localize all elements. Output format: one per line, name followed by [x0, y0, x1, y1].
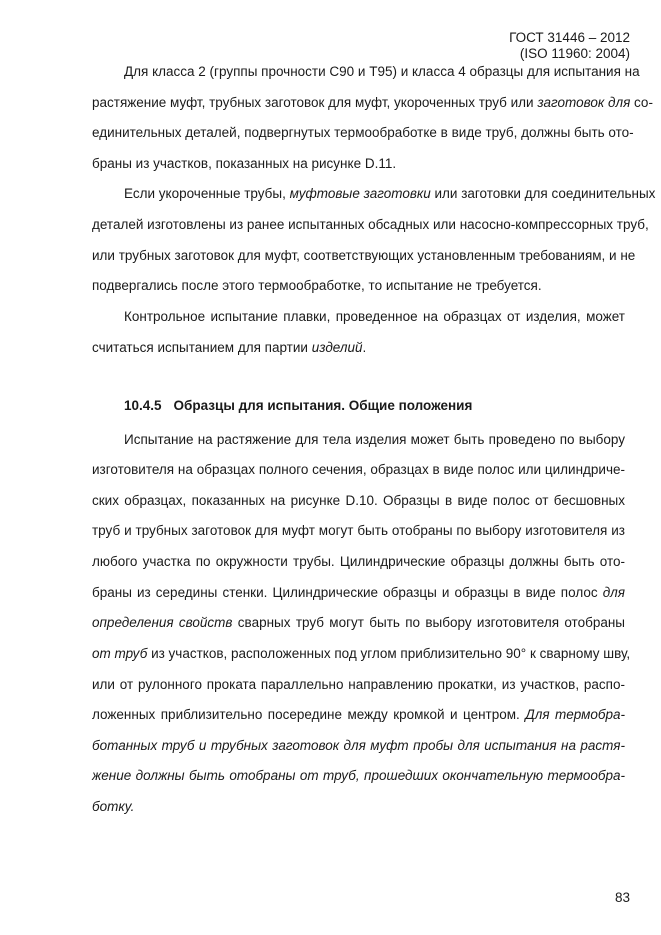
- p4-line-1: Испытание на растяжение для тела изделия может быть проведено по выбору: [124, 432, 625, 447]
- p2-line-4: подвергались после этого термообработке, то испытание не требуется.: [92, 278, 542, 293]
- p2-line-3: или трубных заготовок для муфт, соответствующих установленным требованиям, и не: [92, 248, 636, 263]
- document-header: [509, 30, 630, 62]
- italic-text: определения свойств: [92, 615, 233, 630]
- text: из участков, расположенных под углом приблизительно 90° к сварному шву,: [147, 646, 631, 661]
- p4-line-11: ботанных труб и трубных заготовок для муфт пробы для испытания на растя-: [92, 738, 625, 753]
- p1-line-3: единительных деталей, подвергнутых термообработке в виде труб, должны быть ото-: [92, 125, 634, 140]
- p2-line-1: [124, 186, 656, 202]
- p1-line-1: Для класса 2 (группы прочности С90 и Т95) и класса 4 образцы для испытания на: [124, 64, 640, 79]
- italic-text: для: [602, 585, 625, 600]
- text: .: [362, 340, 367, 355]
- italic-text: Для термобра-: [525, 707, 625, 722]
- section-heading: [124, 398, 472, 414]
- p4-line-13: ботку.: [92, 799, 135, 814]
- page-number: 83: [614, 890, 630, 905]
- text: браны из середины стенки. Цилиндрические образцы и образцы в виде полос: [92, 585, 603, 600]
- italic-text: от труб: [92, 646, 148, 661]
- p4-line-9: или от рулонного проката параллельно направлению прокатки, из участков, распо-: [92, 677, 625, 692]
- p4-line-5: любого участка по окружности трубы. Цилиндрические образцы должны быть ото-: [92, 554, 625, 569]
- text: или заготовки для соединительных: [430, 186, 656, 201]
- p4-line-3: ских образцах, показанных на рисунке D.10. Образцы в виде полос от бесшовных: [92, 493, 625, 508]
- text: сварных труб могут быть по выбору изготовителя отобраны: [232, 615, 625, 630]
- text: со-: [630, 95, 653, 110]
- standard-code: ГОСТ 31446 – 2012: [509, 30, 630, 45]
- p3-line-1: Контрольное испытание плавки, проведенное на образцах от изделия, может: [124, 309, 625, 324]
- section-number: 10.4.5: [124, 398, 162, 413]
- p3-line-2: [92, 340, 625, 356]
- section-title: Образцы для испытания. Общие положения: [173, 398, 473, 413]
- text: растяжение муфт, трубных заготовок для муфт, укороченных труб или: [92, 95, 538, 110]
- p4-line-6: [92, 585, 625, 601]
- text: ложенных приблизительно посередине между кромкой и центром.: [92, 707, 526, 722]
- p4-line-7: [92, 615, 625, 631]
- p1-line-4: браны из участков, показанных на рисунке D.11.: [92, 156, 397, 171]
- p1-line-2: [92, 95, 653, 111]
- p4-line-12: жение должны быть отобраны от труб, прошедших окончательную термообра-: [92, 768, 625, 783]
- p4-line-10: [92, 707, 625, 723]
- italic-text: изделий: [311, 340, 363, 355]
- p4-line-2: изготовителя на образцах полного сечения, образцах в виде полос или цилиндриче-: [92, 462, 625, 477]
- text: считаться испытанием для партии: [92, 340, 312, 355]
- p2-line-2: деталей изготовлены из ранее испытанных обсадных или насосно-компрессорных труб,: [92, 217, 649, 232]
- text: Если укороченные трубы,: [124, 186, 290, 201]
- p4-line-8: [92, 646, 631, 662]
- p4-line-4: труб и трубных заготовок для муфт могут быть отобраны по выбору изготовителя из: [92, 523, 625, 538]
- iso-code: (ISO 11960: 2004): [519, 46, 630, 61]
- italic-text: заготовок для: [537, 95, 631, 110]
- italic-text: муфтовые заготовки: [289, 186, 431, 201]
